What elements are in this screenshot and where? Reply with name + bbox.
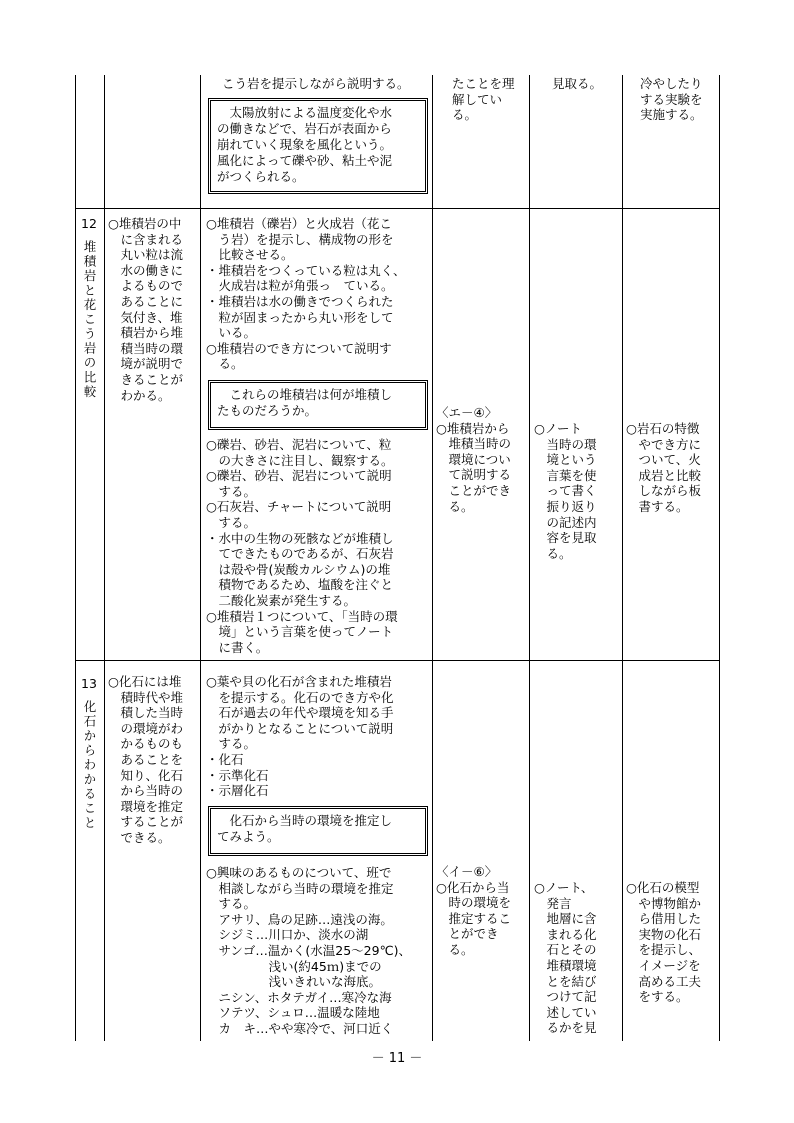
row12-content-b: ○礫岩、砂岩、泥岩について、粒 の大きさに注目し、観察する。 ○礫岩、砂岩、泥岩について説明 する。 ○石灰岩、チャートについて説明 する。 ・水中の生物の死骸などが堆積し てできたものであるが、石灰岩 は殻や骨(炭酸カルシウム)の堆 積物であるため、塩酸を注ぐと 二酸化炭素が発生する。 ○堆積岩１つについて、「当時の環 境」という言葉を使ってノート に書く。: [206, 437, 398, 655]
row0-support: 冷やしたり する実験を 実施する。: [640, 76, 703, 123]
row12-goal: ○堆積岩の中 に含まれる 丸い粒は流 水の働きに よるもので あることに 気付き、堆 積岩から堆 積当時の環 境が説明で きることが わかる。: [108, 216, 184, 403]
column-divider-4: [529, 75, 530, 1041]
column-divider-1: [104, 75, 105, 1041]
page-number: － 11 －: [371, 1051, 423, 1066]
row13-evaluation: 〈イ－⑥〉 ○化石から当 時の環境を 推定するこ とができ る。: [436, 864, 512, 957]
row-divider-13: [75, 660, 720, 661]
row13-support: ○化石の模型 や博物館か ら借用した 実物の化石 を提示し、 イメージを 高める工夫 をする。: [626, 880, 702, 1005]
table-border-right: [719, 75, 720, 1041]
row13-method: ○ノート、 発言 地層に含 まれる化 石とその 堆積環境 とを結び つけて記 述してい るかを見: [534, 880, 597, 1036]
row12-content-a: ○堆積岩（礫岩）と火成岩（花こ う岩）を提示し、構成物の形を 比較させる。 ・堆積岩をつくっている粒は丸く、 火成岩は粒が角張っ ている。 ・堆積岩は水の働きでつくられた 粒が固まったから丸い形をして いる。 ○堆積岩のでき方について説明す る。: [206, 216, 406, 372]
row13-content-a: ○葉や貝の化石が含まれた堆積岩 を提示する。化石のでき方や化 石が過去の年代や環境を知る手 がかりとなることについて説明 する。 ・化石 ・示準化石 ・示層化石: [206, 674, 394, 799]
row0-content-text: こう岩を提示しながら説明する。: [222, 76, 410, 91]
row-divider-12: [75, 208, 720, 209]
row13-lesson-number: 13: [81, 676, 97, 691]
row13-lesson-title: 化石からわかること: [82, 700, 97, 831]
column-divider-5: [622, 75, 623, 1041]
row12-support: ○岩石の特徴 やでき方に ついて、火 成岩と比較 しながら板 書する。: [626, 421, 702, 514]
row12-question-box: これらの堆積岩は何が堆積し たものだろうか。: [208, 380, 428, 430]
column-divider-3: [432, 75, 433, 1041]
row12-lesson-number: 12: [81, 216, 97, 231]
row0-key-point-box: 太陽放射による温度変化や水 の働きなどで、岩石が表面から 崩れていく現象を風化という。 風化によって礫や砂、粘土や泥 がつくられる。: [208, 98, 428, 194]
row0-evaluation: たことを理 解してい る。: [452, 76, 515, 123]
row12-method: ○ノート 当時の環 境という 言葉を使 って書く 振り返り の記述内 容を見取 る。: [534, 421, 597, 561]
column-divider-2: [200, 75, 201, 1041]
row0-method: 見取る。: [552, 76, 603, 91]
row12-lesson-title: 堆積岩と花こう岩の比較: [82, 240, 97, 400]
row12-evaluation: 〈エ－④〉 ○堆積岩から 堆積当時の 環境につい て説明する ことができ る。: [436, 405, 512, 514]
row13-question-box: 化石から当時の環境を推定し てみよう。: [208, 806, 428, 856]
row13-content-b: ○興味のあるものについて、班で 相談しながら当時の環境を推定 する。 アサリ、鳥の足跡…遠浅の海。 シジミ…川口か、淡水の湖 サンゴ…温かく(水温25～29℃)、 浅い(約45ｍ)までの 浅いきれいな海底。 ニシン、ホタテガイ…寒冷な海 ソテツ、シュロ…温暖な陸地 カ キ…やや寒冷で、河口近く: [206, 865, 411, 1036]
table-border-left: [75, 75, 76, 1041]
row13-goal: ○化石には堆 積時代や堆 積した当時 の環境がわ かるものも あることを 知り、化石 から当時の 環境を推定 することが できる。: [108, 674, 184, 845]
